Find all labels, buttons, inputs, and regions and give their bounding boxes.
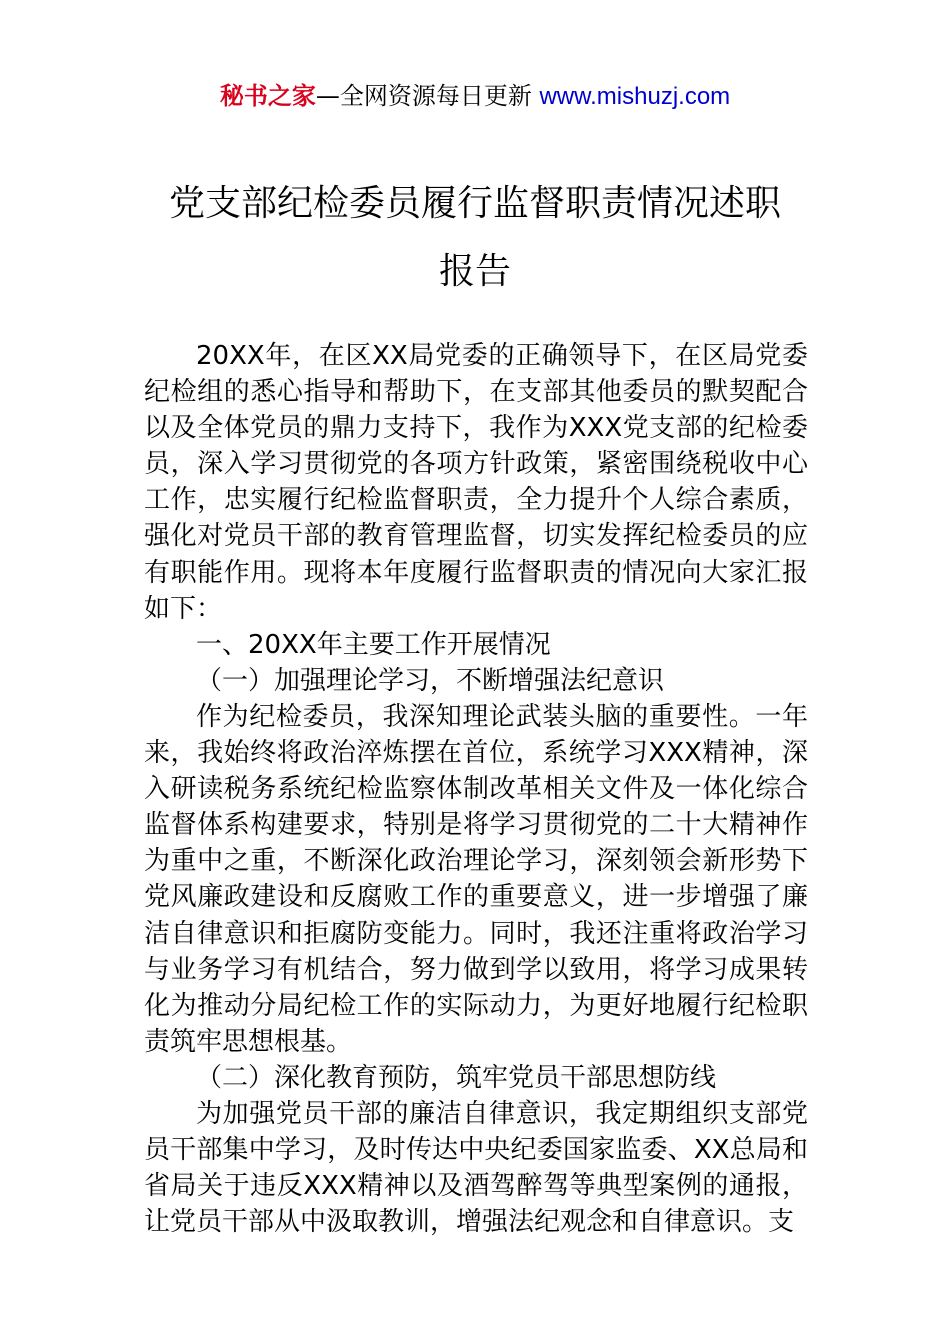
site-slogan: —全网资源每日更新 (315, 82, 540, 110)
site-brand: 秘书之家 (219, 82, 316, 110)
title-line-2: 报告 (438, 251, 511, 292)
intro-paragraph: 20XX年，在区XX局党委的正确领导下，在区局党委纪检组的悉心指导和帮助下，在支部其他委员的默契配合以及全体党员的鼎力支持下，我作为XXX党支部的纪检委员，深入学习贯彻党的各项方针政策，紧密围绕税收中心工作，忠实履行纪检监督职责，全力提升个人综合素质，强化对党员干部的教育管理监督，切实发挥纪检委员的应有职能作用。现将本年度履行监督职责的情况向大家汇报如下： (144, 341, 808, 624)
subsection-heading-1: （一）加强理论学习，不断增强法纪意识 (196, 665, 665, 696)
site-url-link[interactable]: www.mishuzj.com (539, 83, 731, 110)
section-heading: 一、20XX年主要工作开展情况 (196, 629, 551, 660)
document-body (144, 338, 808, 1240)
document-title (0, 170, 950, 306)
body-paragraph-2: 为加强党员干部的廉洁自律意识，我定期组织支部党员干部集中学习，及时传达中央纪委国家监委、XX总局和省局关于违反XXX精神以及酒驾醉驾等典型案例的通报，让党员干部从中汲取教训，增强法纪观念和自律意识。支 (144, 1098, 808, 1238)
body-paragraph-1: 作为纪检委员，我深知理论武装头脑的重要性。一年来，我始终将政治淬炼摆在首位，系统学习XXX精神，深入研读税务系统纪检监察体制改革相关文件及一体化综合监督体系构建要求，特别是将学习贯彻党的二十大精神作为重中之重，不断深化政治理论学习，深刻领会新形势下党风廉政建设和反腐败工作的重要意义，进一步增强了廉洁自律意识和拒腐防变能力。同时，我还注重将政治学习与业务学习有机结合，努力做到学以致用，将学习成果转化为推动分局纪检工作的实际动力，为更好地履行纪检职责筑牢思想根基。 (144, 701, 808, 1057)
site-header (0, 80, 950, 113)
title-line-1: 党支部纪检委员履行监督职责情况述职 (168, 183, 781, 224)
subsection-heading-2: （二）深化教育预防，筑牢党员干部思想防线 (196, 1062, 717, 1093)
